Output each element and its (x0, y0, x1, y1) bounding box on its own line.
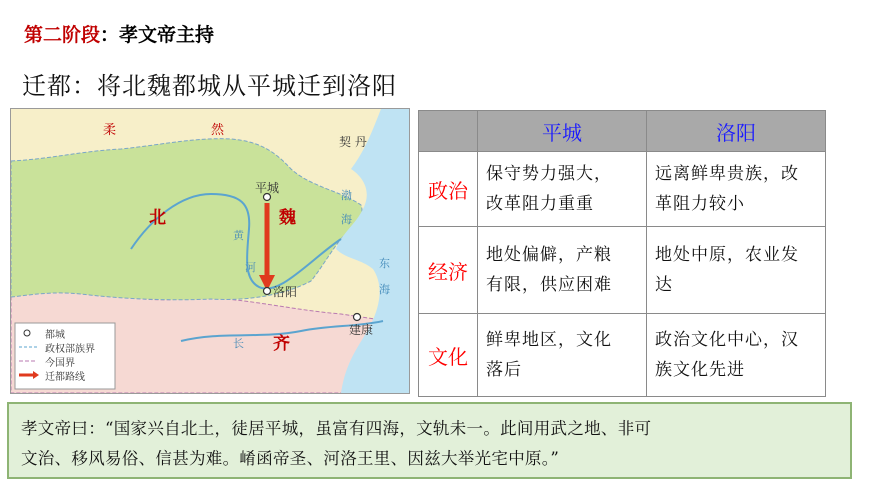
sea-label-bo: 渤 (341, 189, 352, 202)
cell-line: 地处偏僻，产粮 (486, 245, 612, 265)
quote-line-2: 文治、移风易俗、信甚为难。崤函帝圣、河洛王里、因兹大举光宅中原。” (21, 449, 560, 468)
table-row (419, 227, 826, 314)
legend-label-route: 迁都路线 (45, 372, 85, 383)
jiankang-marker (354, 314, 361, 321)
cell-line: 有限，供应困难 (486, 275, 612, 295)
legend-label-regime-boundary: 政权部族界 (45, 344, 95, 355)
cell-line: 达 (655, 275, 673, 295)
cell-line: 地处中原，农业发 (655, 245, 799, 265)
table-header-luoyang: 洛阳 (647, 111, 826, 152)
sea-label-hai2: 海 (379, 283, 390, 296)
cell-line: 族文化先进 (655, 360, 745, 380)
sea-label-hai: 海 (341, 213, 352, 226)
cell-line: 鲜卑地区，文化 (486, 330, 612, 350)
title-separator: ： (100, 24, 120, 46)
river-label-he: 河 (245, 261, 256, 274)
cell-politics-luoyang (647, 152, 826, 227)
section-title (24, 20, 214, 47)
cell-politics-pingcheng (478, 152, 647, 227)
city-label-luoyang: 洛阳 (273, 285, 298, 299)
table-row (419, 152, 826, 227)
row-label-economy: 经济 (419, 227, 478, 314)
luoyang-marker (264, 288, 271, 295)
cell-line: 政治文化中心，汉 (655, 330, 799, 350)
cell-culture-pingcheng (478, 314, 647, 397)
cell-line: 远离鲜卑贵族，改 (655, 164, 799, 184)
cell-line: 改革阻力重重 (486, 194, 594, 214)
river-label-huang: 黄 (233, 229, 244, 242)
legend-capital-icon (24, 330, 30, 336)
legend-label-capital: 都城 (45, 330, 65, 341)
river-label-chang: 长 (233, 337, 244, 350)
table-header-row (419, 111, 826, 152)
historical-map (10, 108, 410, 394)
table-corner-cell (419, 111, 478, 152)
cell-culture-luoyang (647, 314, 826, 397)
cell-economy-pingcheng (478, 227, 647, 314)
region-label-bei: 北 (149, 208, 166, 228)
quote-line-1: 孝文帝曰：“国家兴自北土，徒居平城，虽富有四海，文轨未一。此间用武之地、非可 (21, 419, 652, 438)
region-label-rouran-2: 然 (211, 123, 225, 138)
city-label-jiankang: 建康 (349, 323, 374, 337)
legend-label-modern-boundary: 今国界 (45, 358, 75, 369)
cell-line: 保守势力强大， (486, 164, 612, 184)
cell-line: 落后 (486, 360, 522, 380)
table-header-pingcheng: 平城 (478, 111, 647, 152)
cell-economy-luoyang (647, 227, 826, 314)
comparison-table (418, 110, 826, 397)
table-row (419, 314, 826, 397)
region-label-khitan: 契 丹 (339, 135, 367, 149)
row-label-politics: 政治 (419, 152, 478, 227)
region-label-rouran-1: 柔 (103, 123, 117, 138)
city-label-pingcheng: 平城 (255, 181, 280, 195)
cell-line: 革阻力较小 (655, 194, 745, 214)
row-label-culture: 文化 (419, 314, 478, 397)
subtitle: 迁都：将北魏都城从平城迁到洛阳 (22, 72, 397, 100)
sea-label-dong: 东 (379, 257, 390, 270)
leader-label: 孝文帝主持 (119, 24, 215, 46)
quote-box (7, 402, 852, 479)
region-label-wei: 魏 (279, 208, 296, 228)
region-label-qi: 齐 (273, 334, 290, 354)
stage-label: 第二阶段 (24, 24, 101, 46)
